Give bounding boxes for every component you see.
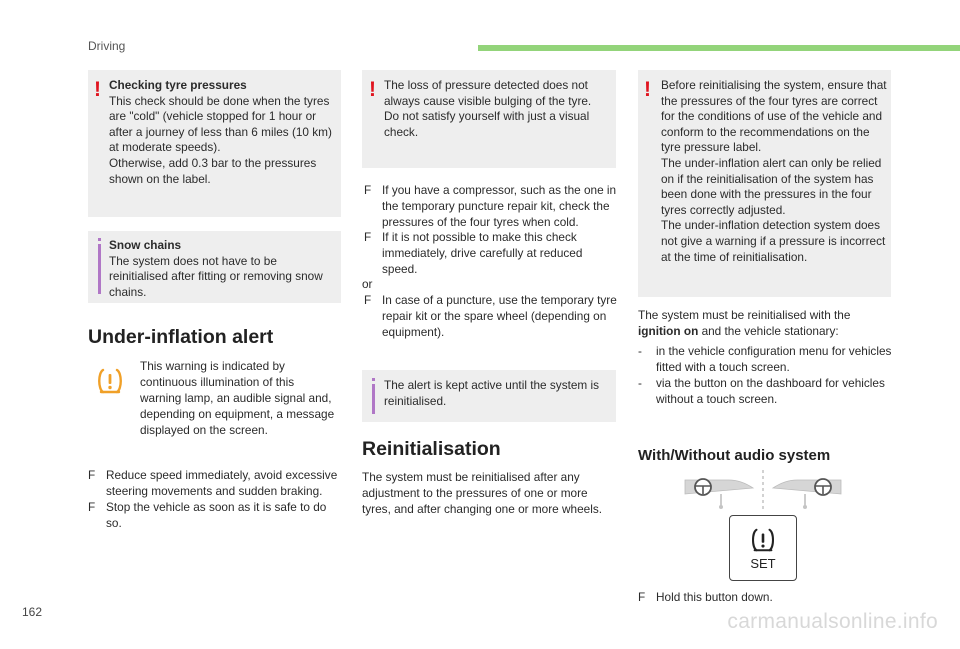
reinit-description: The system must be reinitialised after any adjustment to the pressures of one or more tyres, and after changing one or more wheels. — [362, 470, 603, 516]
dash-marker: - — [638, 344, 642, 358]
compressor-bullet-1: F If you have a compressor, such as the one in the temporary puncture repair kit, check the pressures of the four tyres when cold. — [364, 183, 617, 229]
dash-marker: - — [638, 376, 642, 390]
compressor-bullet-2: F If it is not possible to make this check immediately, drive carefully at reduced speed. — [364, 230, 583, 276]
heading-audio-system: With/Without audio system — [638, 447, 831, 464]
warning-exclamation-icon: ! — [94, 78, 101, 101]
conditions-intro: The system must be reinitialised with the ignition on and the vehicle stationary: — [638, 308, 851, 338]
bullet-marker: F — [364, 230, 372, 244]
page-number: 162 — [22, 605, 43, 619]
bullet-marker: F — [638, 590, 646, 604]
conditions-item-1: - in the vehicle configuration menu for vehicles fitted with a touch screen. — [638, 344, 892, 374]
warning-body-2: The under-inflation alert can only be relied on if the reinitialisation of the system has been done with the pressures in the four tyres correctly adjusted. — [661, 155, 882, 217]
heading-reinitialisation: Reinitialisation — [362, 438, 501, 460]
watermark: carmanualsonline.info — [727, 610, 938, 633]
warning-text-before-reinit — [661, 78, 889, 265]
bullet-marker: F — [88, 468, 96, 482]
dashboard-left-icon — [685, 479, 753, 509]
bullet-marker: F — [364, 293, 372, 307]
info-text-snow-chains — [109, 238, 337, 300]
compressor-bullet-3: F In case of a puncture, use the temporary tyre repair kit or the spare wheel (depending on equipment). — [364, 293, 617, 339]
info-text-alert-active: The alert is kept active until the system is reinitialised. — [384, 378, 600, 408]
alert-bullet-1: F Reduce speed immediately, avoid excessive steering movements and sudden braking. — [88, 468, 338, 498]
tyre-pressure-icon — [748, 527, 778, 553]
dashboard-illustration — [683, 468, 843, 512]
dashboard-right-icon — [773, 479, 841, 509]
warning-body-extra: Otherwise, add 0.3 bar to the pressures shown on the label. — [109, 155, 317, 186]
set-button[interactable] — [729, 515, 797, 581]
set-button-label: SET — [750, 556, 776, 571]
heading-under-inflation-alert: Under-inflation alert — [88, 326, 274, 348]
bullet-marker: F — [364, 183, 372, 197]
section-title: Driving — [88, 39, 126, 53]
warning-text-tyre-pressures — [109, 78, 337, 187]
warning-exclamation-icon: ! — [369, 78, 376, 101]
warning-lamp-icon — [94, 367, 126, 395]
warning-body: Before reinitialising the system, ensure that the pressures of the four tyres are correct for the conditions of use of the vehicle and conform to the recommendations on the tyre pressure label. — [661, 78, 887, 155]
section-accent-bar — [478, 45, 960, 51]
info-icon — [372, 384, 375, 414]
info-icon — [98, 244, 101, 294]
alert-bullet-2: F Stop the vehicle as soon as it is safe to do so. — [88, 500, 327, 530]
ignition-on-text: ignition on — [638, 324, 699, 338]
audio-instruction: F Hold this button down. — [638, 590, 773, 604]
warning-body-3: The under-inflation detection system does not give a warning if a pressure is incorrect at the time of reinitialisation. — [661, 218, 886, 264]
or-label: or — [362, 277, 373, 291]
warning-body: This check should be done when the tyres are "cold" (vehicle stopped for 1 hour or after a journey of less than 6 miles (10 km) at moderate speeds). — [109, 93, 332, 155]
warning-title: Checking tyre pressures — [109, 78, 247, 92]
info-title: Snow chains — [109, 238, 182, 252]
conditions-item-2: - via the button on the dashboard for vehicles without a touch screen. — [638, 376, 885, 406]
warning-exclamation-icon: ! — [644, 78, 651, 101]
alert-description: This warning is indicated by continuous illumination of this warning lamp, an audible signal and, depending on equipment, a message displayed on the screen. — [140, 359, 335, 437]
warning-text-bulging: The loss of pressure detected does not always cause visible bulging of the tyre. Do not satisfy yourself with just a visual check. — [384, 78, 592, 139]
info-body: The system does not have to be reinitialised after fitting or removing snow chains. — [109, 253, 323, 299]
bullet-marker: F — [88, 500, 96, 514]
